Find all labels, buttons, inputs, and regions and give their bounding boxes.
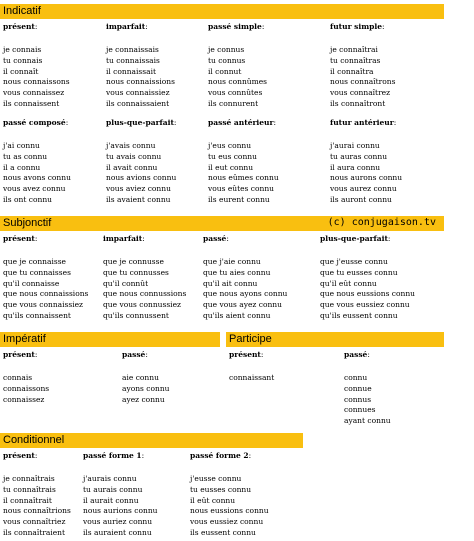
tense-header: présent: <box>229 350 264 359</box>
tense-name: passé composé <box>3 118 66 127</box>
tense-column <box>122 350 170 405</box>
conditionnel-title: Conditionnel <box>3 434 65 446</box>
conjugated-form: ayons connu <box>122 383 170 393</box>
conjugated-form: que vous ayez connu <box>203 300 282 310</box>
tense-name: futur antérieur <box>330 118 394 127</box>
tense-name: présent <box>229 350 261 359</box>
conjugated-form: j'aurai connu <box>330 141 380 150</box>
tense-name: présent <box>3 22 35 31</box>
conjugated-form: tu connus <box>208 55 246 65</box>
conjugated-form: vous eussiez connu <box>190 517 264 527</box>
tense-header: futur antérieur: <box>330 118 397 127</box>
tense-name: présent <box>3 350 35 359</box>
conjugated-form: vous avez connu <box>3 184 66 194</box>
conjugated-form: tu eus connu <box>208 151 257 161</box>
conjugated-form: ils connaîtront <box>330 98 386 108</box>
conjugated-form: que tu eusses connu <box>320 267 398 277</box>
tense-column <box>208 118 279 206</box>
conjugated-form: que vous connaissiez <box>3 300 84 310</box>
conjugated-form: il connaîtrait <box>3 495 52 505</box>
tense-header: passé: <box>122 350 148 359</box>
conjugated-form: tu aurais connu <box>83 484 143 494</box>
conjugated-form: que nous ayons connu <box>203 289 288 299</box>
conjugated-form: que tu connaisses <box>3 267 71 277</box>
conjugated-form: qu'il eût connu <box>320 278 377 288</box>
imperatif-title: Impératif <box>3 333 46 345</box>
tense-header: plus-que-parfait: <box>106 118 177 127</box>
conjugated-form: vous aviez connu <box>106 184 171 194</box>
conjugated-form: vous aurez connu <box>330 184 397 194</box>
tense-name: passé <box>203 234 227 243</box>
tense-header: plus-que-parfait: <box>320 234 391 243</box>
conjugated-form: j'avais connu <box>106 141 156 150</box>
conjugated-form: il connaîtra <box>330 66 374 76</box>
subjonctif-title: Subjonctif <box>3 217 52 229</box>
conjugated-form: tu auras connu <box>330 151 388 161</box>
tense-column <box>330 118 402 206</box>
conjugated-form: ayant connu <box>344 416 391 426</box>
conjugated-form: ils ont connu <box>3 194 52 204</box>
tense-header: passé: <box>344 350 370 359</box>
tense-column <box>103 234 186 322</box>
conjugated-form: j'eusse connu <box>190 474 242 483</box>
conjugated-form: aie connu <box>122 373 159 382</box>
conjugated-form: nous avions connu <box>106 173 177 183</box>
conjugated-form: connues <box>344 405 376 415</box>
conjugated-form: il eut connu <box>208 162 254 172</box>
tense-header: passé forme 2: <box>190 451 252 460</box>
tense-header: présent: <box>3 234 38 243</box>
conjugated-form: ils avaient connu <box>106 194 171 204</box>
tense-name: plus-que-parfait <box>106 118 174 127</box>
tense-name: imparfait <box>103 234 143 243</box>
tense-header: présent: <box>3 22 38 31</box>
tense-column <box>330 22 395 110</box>
conjugated-form: connais <box>3 373 33 382</box>
conjugated-form: il connut <box>208 66 242 76</box>
conjugated-form: tu connaissais <box>106 55 160 65</box>
conjugated-form: ils eussent connu <box>190 527 256 537</box>
conjugated-form: tu connais <box>3 55 43 65</box>
tense-name: passé forme 2 <box>190 451 249 460</box>
tense-header: présent: <box>3 451 38 460</box>
tense-name: plus-que-parfait <box>320 234 388 243</box>
conjugated-form: que vous connussiez <box>103 300 181 310</box>
tense-name: présent <box>3 451 35 460</box>
conjugated-form: nous aurions connu <box>83 506 158 516</box>
participe-title: Participe <box>229 333 272 345</box>
tense-name: futur simple <box>330 22 383 31</box>
tense-header: imparfait: <box>106 22 148 31</box>
conjugated-form: tu connaîtras <box>330 55 381 65</box>
conjugated-form: qu'il ait connu <box>203 278 258 288</box>
conjugated-form: ils eurent connu <box>208 194 270 204</box>
conjugated-form: vous auriez connu <box>83 517 153 527</box>
conjugated-form: je connaîtrai <box>330 45 378 54</box>
conjugated-form: je connaîtrais <box>3 474 55 483</box>
tense-column <box>106 22 175 110</box>
tense-header: passé antérieur: <box>208 118 276 127</box>
tense-name: passé <box>344 350 368 359</box>
tense-name: imparfait <box>106 22 146 31</box>
tense-name: passé antérieur <box>208 118 274 127</box>
conjugated-form: qu'ils eussent connu <box>320 310 398 320</box>
conjugated-form: que nous eussions connu <box>320 289 416 299</box>
conjugated-form: nous connaissons <box>3 77 70 87</box>
conjugated-form: ils auront connu <box>330 194 392 204</box>
tense-column <box>106 118 176 206</box>
conjugated-form: ils connaissaient <box>106 98 170 108</box>
conjugated-form: que je connaisse <box>3 257 66 266</box>
tense-column <box>3 118 71 206</box>
tense-column <box>344 350 391 427</box>
conjugated-form: que j'eusse connu <box>320 257 388 266</box>
conjugated-form: que j'aie connu <box>203 257 261 266</box>
conjugated-form: vous connaîtrez <box>330 88 391 98</box>
conjugated-form: ils connaîtraient <box>3 527 66 537</box>
conjugated-form: qu'il connaisse <box>3 278 60 288</box>
conjugated-form: connue <box>344 383 372 393</box>
conjugated-form: connus <box>344 394 372 404</box>
conjugated-form: nous avons connu <box>3 173 71 183</box>
tense-name: passé <box>122 350 146 359</box>
tense-name: passé simple <box>208 22 262 31</box>
subjonctif-header-bar <box>0 216 444 231</box>
conjugated-form: nous eussions connu <box>190 506 269 516</box>
conjugated-form: nous connaîtrons <box>330 77 396 87</box>
tense-name: passé forme 1 <box>83 451 142 460</box>
conjugated-form: il aurait connu <box>83 495 139 505</box>
indicatif-header-bar <box>0 4 444 19</box>
tense-header: passé composé: <box>3 118 69 127</box>
conjugated-form: j'aurais connu <box>83 474 137 483</box>
conjugated-form: tu as connu <box>3 151 48 161</box>
tense-header: passé: <box>203 234 229 243</box>
imperatif-header-bar <box>0 332 220 347</box>
conjugated-form: nous connaîtrions <box>3 506 71 516</box>
tense-column <box>3 350 49 405</box>
conjugated-form: qu'ils aient connu <box>203 310 271 320</box>
conjugated-form: tu connaîtrais <box>3 484 56 494</box>
conjugated-form: nous connaissions <box>106 77 175 87</box>
conjugated-form: que je connusse <box>103 257 164 266</box>
tense-column <box>320 234 415 322</box>
tense-name: présent <box>3 234 35 243</box>
conjugated-form: nous eûmes connu <box>208 173 279 183</box>
conjugated-form: il a connu <box>3 162 41 172</box>
participe-header-bar <box>226 332 444 347</box>
conjugated-form: tu eusses connu <box>190 484 252 494</box>
conditionnel-header-bar <box>0 433 303 448</box>
tense-header: futur simple: <box>330 22 385 31</box>
tense-column <box>208 22 267 110</box>
conjugated-form: connaissant <box>229 373 275 382</box>
conjugated-form: que tu aies connu <box>203 267 271 277</box>
conjugated-form: il aura connu <box>330 162 381 172</box>
conjugated-form: il eût connu <box>190 495 236 505</box>
conjugated-form: vous connaissez <box>3 88 65 98</box>
conjugated-form: je connus <box>208 45 245 54</box>
conjugated-form: que vous eussiez connu <box>320 300 410 310</box>
conjugated-form: ils connurent <box>208 98 259 108</box>
conjugated-form: connaissez <box>3 394 45 404</box>
conjugated-form: qu'ils connaissent <box>3 310 71 320</box>
conjugated-form: il avait connu <box>106 162 158 172</box>
conjugated-form: nous connûmes <box>208 77 268 87</box>
conjugated-form: ils connaissent <box>3 98 60 108</box>
conjugated-form: connaissons <box>3 383 50 393</box>
tense-column <box>203 234 287 322</box>
conjugated-form: ils auraient connu <box>83 527 152 537</box>
conjugated-form: que nous connaissions <box>3 289 89 299</box>
tense-header: imparfait: <box>103 234 145 243</box>
conjugated-form: j'eus connu <box>208 141 252 150</box>
conjugated-form: tu avais connu <box>106 151 162 161</box>
conjugated-form: je connais <box>3 45 42 54</box>
tense-header: présent: <box>3 350 38 359</box>
conjugated-form: que nous connussions <box>103 289 187 299</box>
tense-header: passé forme 1: <box>83 451 145 460</box>
tense-header: passé simple: <box>208 22 265 31</box>
tense-column <box>3 234 88 322</box>
conjugated-form: vous connaîtriez <box>3 517 66 527</box>
tense-column <box>3 451 71 539</box>
indicatif-title: Indicatif <box>3 5 41 17</box>
conjugated-form: il connaît <box>3 66 39 76</box>
conjugated-form: j'ai connu <box>3 141 40 150</box>
conjugated-form: il connaissait <box>106 66 157 76</box>
tense-column <box>190 451 269 539</box>
tense-column <box>229 350 274 384</box>
conjugated-form: vous connûtes <box>208 88 263 98</box>
conjugated-form: connu <box>344 373 368 382</box>
conjugated-form: je connaissais <box>106 45 159 54</box>
conjugated-form: ayez connu <box>122 394 165 404</box>
tense-column <box>83 451 157 539</box>
conjugated-form: que tu connusses <box>103 267 169 277</box>
copyright-credit: (c) conjugaison.tv <box>327 217 436 228</box>
conjugated-form: vous eûtes connu <box>208 184 274 194</box>
conjugated-form: nous aurons connu <box>330 173 403 183</box>
conjugated-form: vous connaissiez <box>106 88 170 98</box>
tense-column <box>3 22 70 110</box>
conjugated-form: qu'ils connussent <box>103 310 169 320</box>
conjugated-form: qu'il connût <box>103 278 149 288</box>
